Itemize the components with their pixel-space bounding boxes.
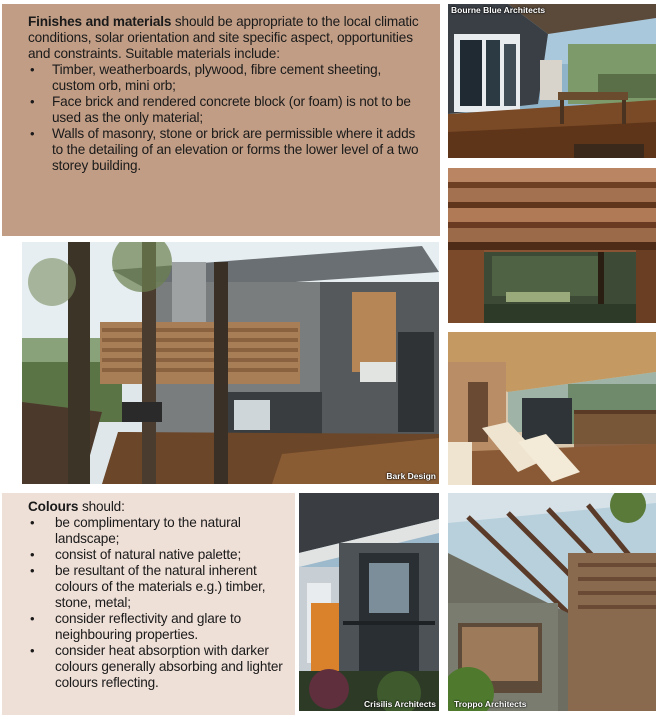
finishes-list xyxy=(28,62,426,174)
finishes-intro xyxy=(28,14,426,62)
colours-item: • be complimentary to the natural landscape; xyxy=(28,515,287,547)
colours-intro-text: should: xyxy=(78,499,125,514)
finishes-panel xyxy=(2,4,440,236)
tower-photo-credit: Crisilis Architects xyxy=(364,699,436,709)
colours-item: • consider heat absorption with darker colours generally absorbing and lighter colours reflecting. xyxy=(28,643,287,691)
deck-photo xyxy=(448,4,656,158)
colours-list xyxy=(28,515,287,691)
finishes-item: • Timber, weatherboards, plywood, fibre cement sheeting, custom orb, mini orb; xyxy=(28,62,426,94)
colours-item: • consist of natural native palette; xyxy=(28,547,287,563)
deck-photo-credit: Bourne Blue Architects xyxy=(451,5,546,15)
colours-panel xyxy=(2,493,295,715)
colours-item: • be resultant of the natural inherent colours of the materials e.g.) timber, stone, metal; xyxy=(28,563,287,611)
finishes-item: • Face brick and rendered concrete block (or foam) is not to be used as the only material; xyxy=(28,94,426,126)
wall-detail-photo xyxy=(448,168,656,323)
house-photo-credit: Bark Design xyxy=(386,471,436,481)
house-photo xyxy=(22,242,439,484)
roof-photo xyxy=(448,493,656,711)
finishes-heading: Finishes and materials xyxy=(28,14,172,29)
colours-item: • consider reflectivity and glare to neighbouring properties. xyxy=(28,611,287,643)
verandah-photo xyxy=(448,332,656,485)
colours-intro xyxy=(28,499,287,515)
tower-photo xyxy=(299,493,439,711)
roof-photo-credit: Troppo Architects xyxy=(454,699,527,709)
finishes-intro-text: should be appropriate to the local climatic conditions, solar orientation and site specific aspect, opportunities and constraints. Suitable materials include: xyxy=(28,14,419,61)
finishes-item: • Walls of masonry, stone or brick are permissible where it adds to the detailing of an elevation or forms the lower level of a two storey building. xyxy=(28,126,426,174)
colours-heading: Colours xyxy=(28,499,79,514)
